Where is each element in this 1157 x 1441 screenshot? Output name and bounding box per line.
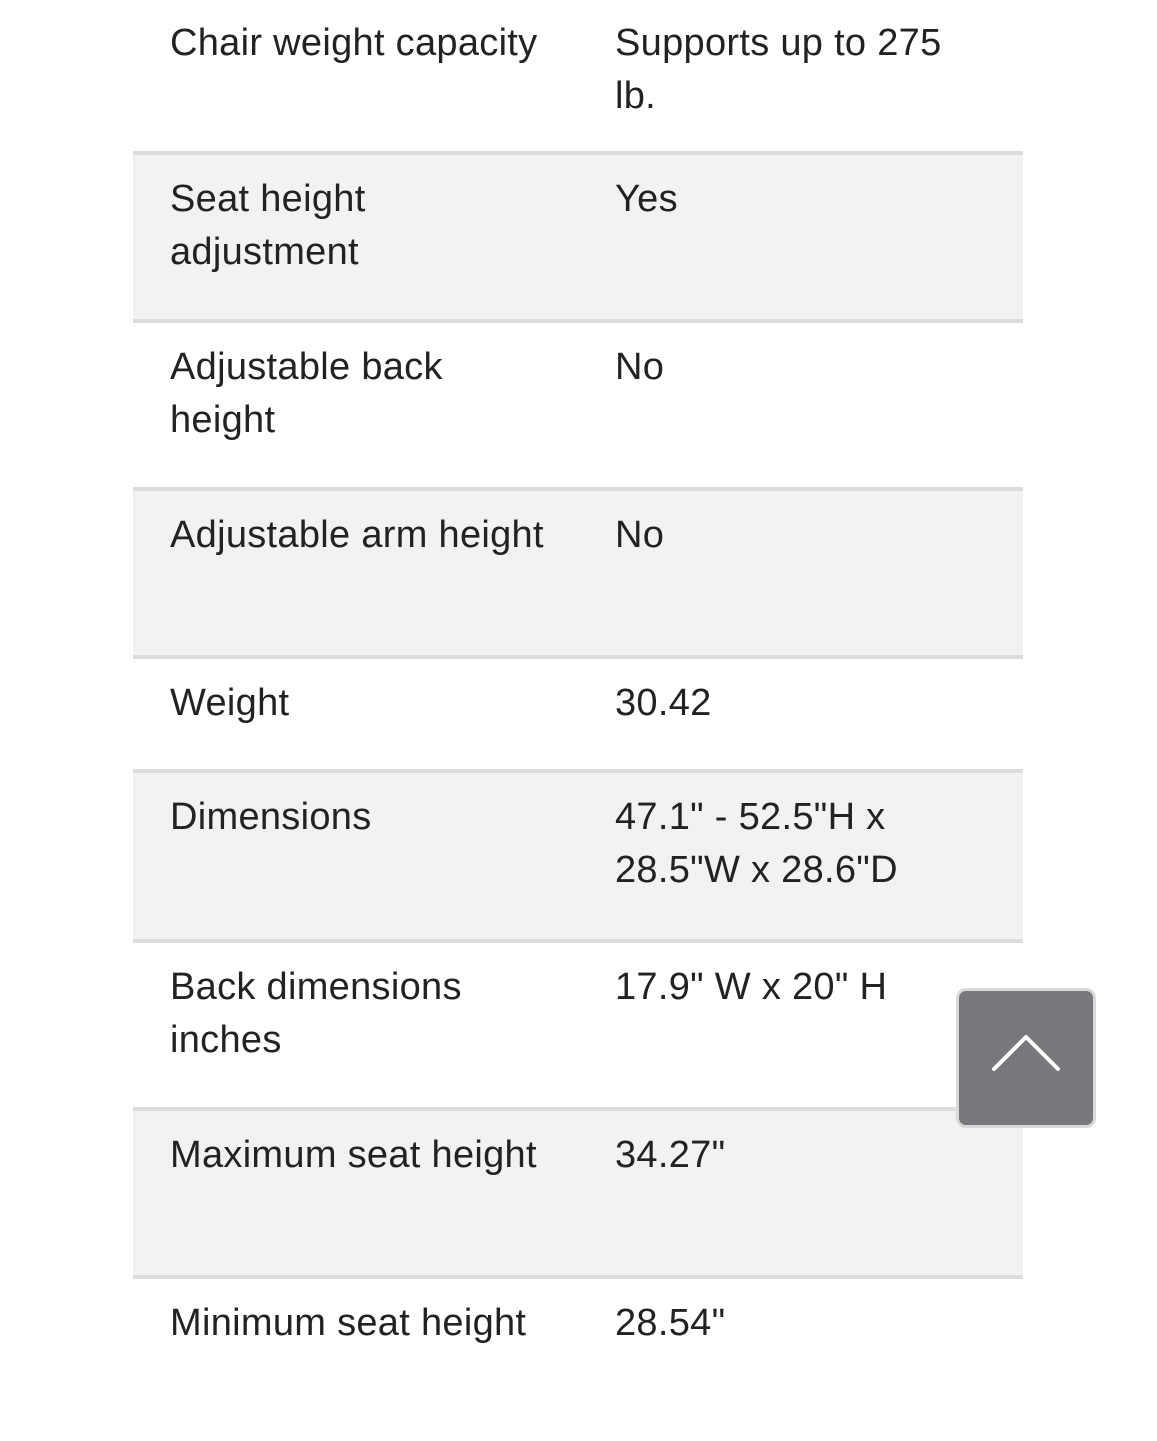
spec-row-weight bbox=[133, 659, 1023, 773]
spec-row-maximum-seat-height bbox=[133, 1111, 1023, 1279]
spec-value: 30.42 bbox=[615, 682, 712, 724]
spec-label: Adjustable back height bbox=[170, 346, 443, 441]
spec-value: 34.27" bbox=[615, 1134, 726, 1176]
spec-row-adjustable-arm-height bbox=[133, 491, 1023, 659]
spec-label: Chair weight capacity bbox=[170, 22, 538, 64]
spec-row-back-dimensions-inches bbox=[133, 943, 1023, 1111]
spec-label: Back dimensions inches bbox=[170, 966, 462, 1061]
spec-value: Yes bbox=[615, 178, 678, 220]
scroll-to-top-button[interactable] bbox=[956, 988, 1096, 1128]
spec-value: No bbox=[615, 346, 665, 388]
spec-value: No bbox=[615, 514, 665, 556]
spec-label: Seat height adjustment bbox=[170, 178, 366, 273]
spec-row-dimensions bbox=[133, 773, 1023, 943]
spec-row-minimum-seat-height bbox=[133, 1279, 1023, 1441]
spec-label: Adjustable arm height bbox=[170, 514, 544, 556]
spec-value: 17.9" W x 20" H bbox=[615, 966, 888, 1008]
spec-row-chair-weight-capacity bbox=[133, 0, 1023, 155]
spec-row-seat-height-adjustment bbox=[133, 155, 1023, 323]
spec-value: 28.54" bbox=[615, 1302, 726, 1344]
spec-label: Minimum seat height bbox=[170, 1302, 527, 1344]
spec-value: Supports up to 275 lb. bbox=[615, 22, 942, 117]
chevron-up-icon bbox=[992, 1031, 1060, 1079]
spec-label: Maximum seat height bbox=[170, 1134, 537, 1176]
spec-value: 47.1" - 52.5"H x 28.5"W x 28.6"D bbox=[615, 796, 898, 891]
spec-label: Weight bbox=[170, 682, 290, 724]
spec-row-adjustable-back-height bbox=[133, 323, 1023, 491]
spec-label: Dimensions bbox=[170, 796, 372, 838]
specifications-table bbox=[133, 0, 1023, 1441]
